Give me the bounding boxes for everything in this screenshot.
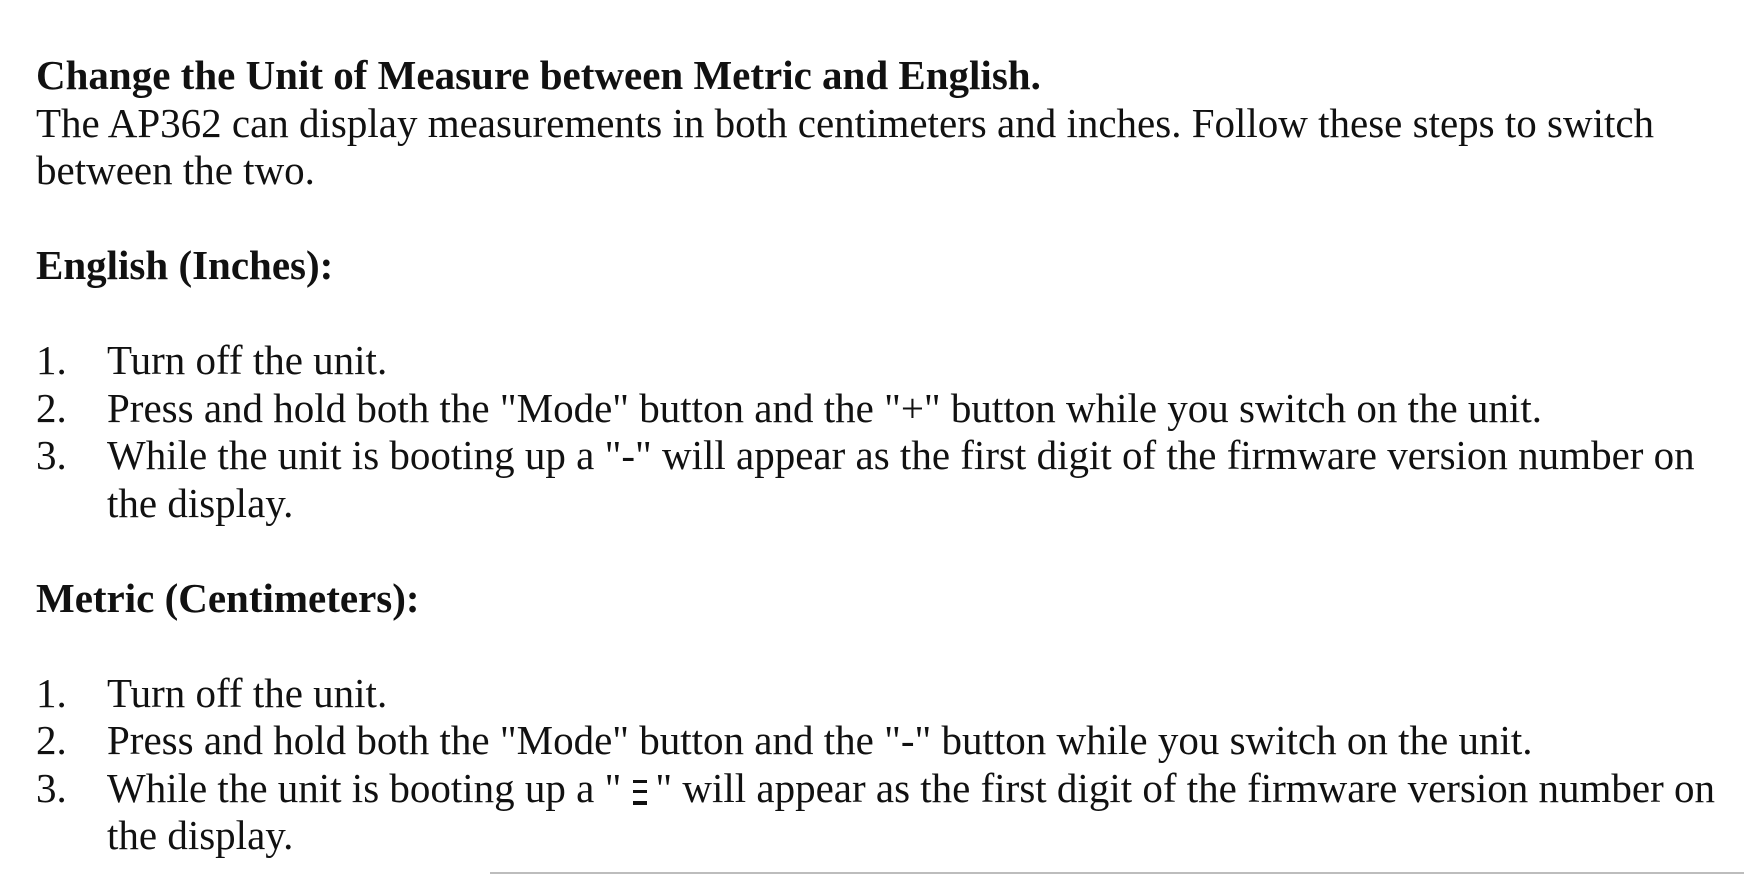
step-text: Turn off the unit. xyxy=(107,669,388,716)
seven-segment-bars-icon xyxy=(633,776,647,806)
list-item xyxy=(36,432,1726,527)
list-item xyxy=(36,717,1726,765)
step-number: 3. xyxy=(36,764,67,811)
step-text: Press and hold both the "Mode" button and the "+" button while you switch on the unit. xyxy=(107,384,1542,431)
metric-steps-list xyxy=(36,670,1726,860)
step-number: 2. xyxy=(36,717,67,763)
step-number: 1. xyxy=(36,337,67,383)
english-steps-list xyxy=(36,337,1726,527)
list-item xyxy=(36,385,1726,433)
list-item xyxy=(36,765,1726,860)
spacer xyxy=(36,622,1726,670)
step-number: 2. xyxy=(36,384,67,431)
section-heading-metric: Metric (Centimeters): xyxy=(36,574,420,621)
step-text-after: " will appear as the first digit of the firmware version number on the display. xyxy=(107,764,1716,858)
spacer xyxy=(36,195,1726,243)
list-item xyxy=(36,337,1726,385)
step-text: Press and hold both the "Mode" button and the "-" button while you switch on the unit. xyxy=(107,717,1533,763)
section-heading-english: English (Inches): xyxy=(36,242,334,288)
document-title: Change the Unit of Measure between Metric and English. xyxy=(36,52,1041,98)
bottom-divider xyxy=(490,872,1744,874)
spacer xyxy=(36,527,1726,575)
step-text-before: While the unit is booting up a " xyxy=(107,764,622,811)
step-number: 1. xyxy=(36,669,67,716)
step-text: While the unit is booting up a "-" will appear as the first digit of the firmware version number on the display. xyxy=(107,432,1695,526)
spacer xyxy=(36,290,1726,338)
document xyxy=(36,52,1726,860)
step-text: Turn off the unit. xyxy=(107,337,388,383)
intro-paragraph: The AP362 can display measurements in both centimeters and inches. Follow these steps to switch between the two. xyxy=(36,99,1655,193)
step-text xyxy=(107,765,1726,860)
list-item xyxy=(36,670,1726,718)
step-number: 3. xyxy=(36,432,67,478)
